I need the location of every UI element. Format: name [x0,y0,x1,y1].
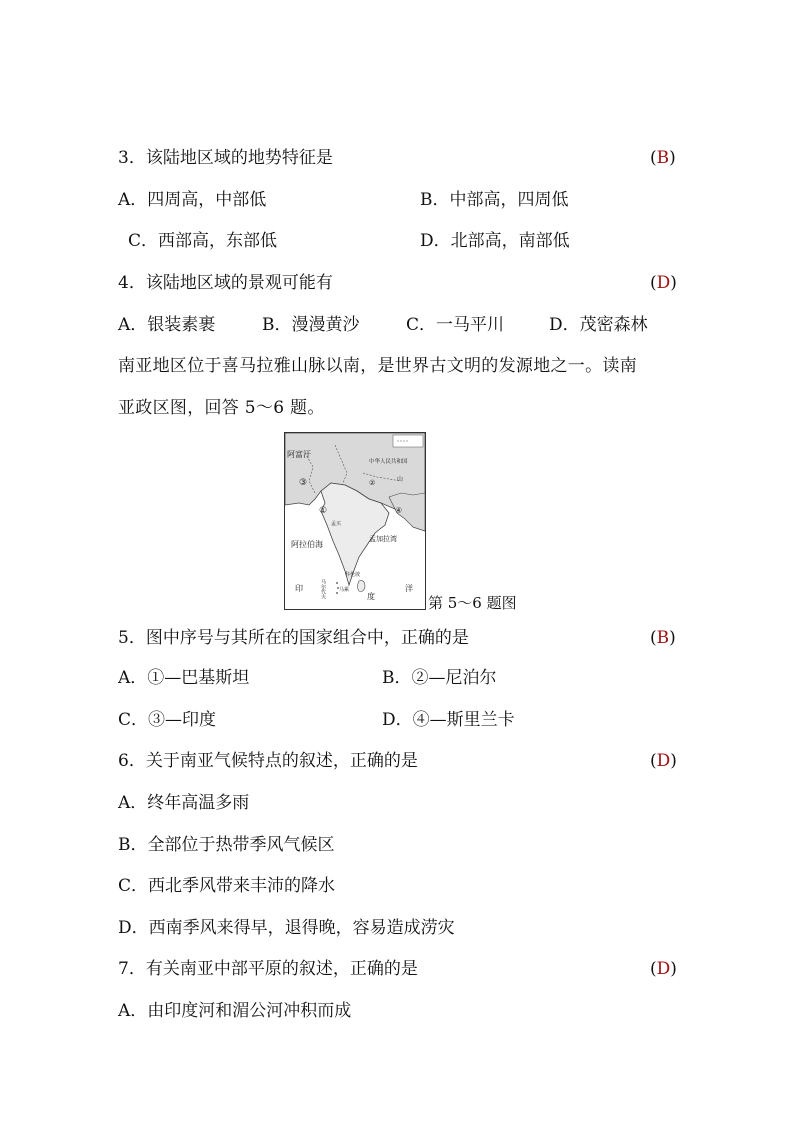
map-label-himalaya: 山 [397,476,404,483]
q3-option-c: C．西部高，东部低 [128,231,278,251]
map-maldives-dot [336,592,338,594]
q6-option-a: A．终年高温多雨 [118,793,250,813]
map-sri-lanka [358,581,366,592]
q3-option-b: B．中部高，四周低 [420,190,569,210]
map-label-maldives: 马尔代夫 [320,579,326,599]
q4-option-b: B．漫漫黄沙 [262,315,360,335]
map-caption: 第 5～6 题图 [428,594,517,612]
q5-stem: 5．图中序号与其所在的国家组合中，正确的是 [118,628,469,648]
q3-option-d: D．北部高，南部低 [420,231,570,251]
map-marker-4: ④ [395,506,403,515]
map-label-indian-ocean-3: 洋 [405,584,413,593]
q6-answer-open: ( [650,751,657,771]
q4-option-a: A．银装素裹 [118,315,216,335]
map-label-bay-of-bengal: 孟加拉湾 [369,535,397,543]
q7-answer [650,959,677,979]
q6-stem: 6．关于南亚气候特点的叙述，正确的是 [118,751,418,771]
intro-line-1: 南亚地区位于喜马拉雅山脉以南，是世界古文明的发源地之一。读南 [118,356,637,376]
map-marker-3: ③ [299,478,308,488]
q3-answer-letter: B [656,148,670,168]
map-label-mumbai: 孟买 [331,521,342,527]
map-label-arabian-sea: 阿拉伯海 [291,540,323,549]
q5-option-b: B．②—尼泊尔 [382,668,497,688]
q6-answer-close: ) [670,751,677,771]
intro-line-2: 亚政区图，回答 5～6 题。 [118,398,325,418]
q3-stem: 3．该陆地区域的地势特征是 [118,148,333,168]
q5-answer-letter: B [656,628,670,648]
q3-option-a: A．四周高，中部低 [118,190,267,210]
map-label-indian-ocean-1: 印 [295,584,303,593]
q4-answer-letter: D [656,273,671,293]
q4-answer-open: ( [650,273,657,293]
q7-option-a: A．由印度河和湄公河冲积而成 [118,1001,352,1021]
q6-answer-letter: D [656,751,671,771]
q3-answer-open: ( [650,148,657,168]
q6-option-d: D．西南季风来得早，退得晚，容易造成涝灾 [118,918,455,938]
q4-answer [650,273,677,293]
map-maldives-dot [336,582,338,584]
south-asia-map [284,432,426,610]
q6-option-c: C．西北季风带来丰沛的降水 [118,876,336,896]
q4-option-d: D．茂密森林 [549,315,648,335]
map-label-afghanistan: 阿富汗 [287,450,311,459]
q5-answer-close: ) [669,628,676,648]
map-label-indian-ocean-2: 度 [367,592,375,601]
map-label-male: 马累 [339,587,350,593]
map-label-colombo: 科伦坡 [345,572,361,578]
q6-answer [650,751,677,771]
south-asia-map-svg [285,433,425,609]
q7-answer-letter: D [656,959,671,979]
q6-option-b: B．全部位于热带季风气候区 [118,835,335,855]
map-marker-1: ① [319,506,328,516]
q4-stem: 4．该陆地区域的景观可能有 [118,273,333,293]
q3-answer [650,148,676,168]
q4-answer-close: ) [670,273,677,293]
map-label-china: 中华人民共和国 [369,459,408,465]
q7-stem: 7．有关南亚中部平原的叙述，正确的是 [118,959,418,979]
q4-option-c: C．一马平川 [406,315,505,335]
q5-option-c: C．③—印度 [118,710,217,730]
q3-answer-close: ) [669,148,676,168]
q5-option-d: D．④—斯里兰卡 [382,710,515,730]
q5-answer [650,628,676,648]
q5-answer-open: ( [650,628,657,648]
q7-answer-close: ) [670,959,677,979]
q7-answer-open: ( [650,959,657,979]
q5-option-a: A．①—巴基斯坦 [118,668,250,688]
map-marker-2: ② [369,479,376,487]
